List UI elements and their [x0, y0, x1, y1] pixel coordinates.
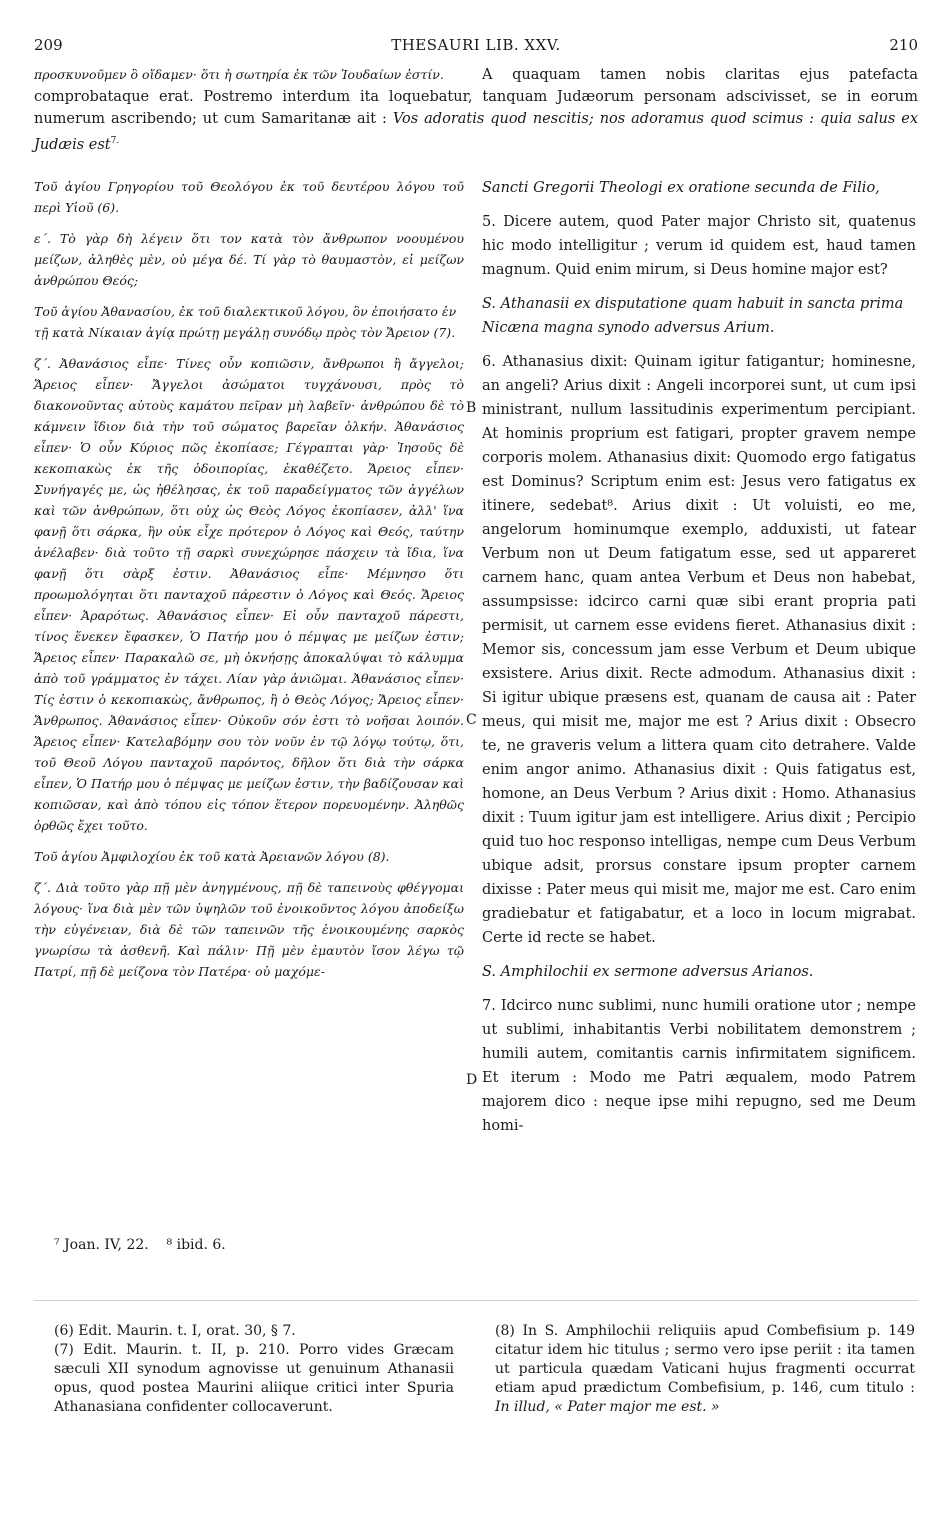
latin-heading-gregory: Sancti Gregorii Theologi ex oratione secunda de Filio,	[482, 180, 880, 196]
intro-latin-text: A quaquam tamen nobis claritas ejus patefacta comprobataque erat. Postremo interdum ita loquebatur, tanquam Judæorum personam adscivisset, se in eorum numerum ascribendo; ut cum Samaritanæ ait :	[34, 67, 918, 127]
latin-paragraph-5: 5. Dicere autem, quod Pater major Christo sit, quatenus hic modo intelligitur ; verum id quidem est, haud tamen magnum. Quid enim mirum, si Deus homine major est?	[482, 214, 916, 278]
greek-heading-amphilochius: Τοῦ ἁγίου Ἀμφιλοχίου ἐκ τοῦ κατὰ Ἀρειανῶν λόγου (8).	[34, 849, 390, 864]
note-6: (6) Edit. Maurin. t. I, orat. 30, § 7.	[54, 1323, 296, 1339]
editorial-notes-left	[54, 1322, 454, 1417]
margin-letter-d: D	[466, 1072, 478, 1088]
latin-paragraph-7: 7. Idcirco nunc sublimi, nunc humili oratione utor ; nempe ut sublimi, inhabitantis Verbi nobilitatem demonstrem ; humili autem, comitantis carnis infirmitatem significem. Et iterum : Modo me Patri æqualem, modo Patrem majorem dico : neque ipse mihi repugno, sed me Deum homi-	[482, 998, 916, 1134]
footnote-divider	[34, 1300, 918, 1301]
latin-column	[482, 176, 916, 1148]
footnote-ref-7: ⁷ Joan. IV, 22.	[54, 1237, 149, 1253]
left-page-number: 209	[34, 36, 63, 54]
latin-heading-amphilochius: S. Amphilochii ex sermone adversus Arianos.	[482, 964, 814, 980]
right-page-number: 210	[889, 36, 918, 54]
scripture-footnotes	[54, 1237, 226, 1253]
note-7: (7) Edit. Maurin. t. II, p. 210. Porro vides Græcam sæculi XII synodum agnovisse ut genuinum Athanasii opus, quod postea Maurini aliique critici inter Spuria Athanasiana confidenter collocaverunt.	[54, 1342, 454, 1415]
latin-heading-athanasius: S. Athanasii ex disputatione quam habuit in sancta prima Nicæna magna synodo adversus Arium.	[482, 296, 904, 336]
greek-paragraph-5: ε´. Τὸ γὰρ δὴ λέγειν ὅτι τον κατὰ τὸν ἄνθρωπον νοουμένου μείζων, ἀληθὲς μὲν, οὐ μέγα δέ. Τί γὰρ τὸ θαυμαστὸν, εἰ μείζων ἀνθρώπου Θεός;	[34, 231, 464, 288]
editorial-notes-right	[495, 1322, 915, 1417]
latin-paragraph-6: 6. Athanasius dixit: Quinam igitur fatigantur; hominesne, an angeli? Arius dixit : Angeli incorporei sunt, ut cum ipsi ministrant, nullum lassitudinis experimentum percipiant. At hominis proprium est fatigari, propter gravem nempe corporis molem. Athanasius dixit: Quomodo ergo fatigatus est Dominus? Scriptum enim est: Jesus vero fatigatus ex itinere, sedebat⁸. Arius dixit : Ut voluisti, eo me, angelorum hominumque exemplo, adduxisti, ut fatear Verbum non ut Deum fatigatum esse, sed ut appareret carnem hanc, quam antea Verbum et Deus non habebat, assumpsisse: idcirco carni quæ sibi erant propria pati permisit, ut carnem esse evidens fieret. Athanasius dixit : Memor sis, concessum jam esse Verbum et Deum ubique exsistere. Arius dixit. Recte admodum. Athanasius dixit : Si igitur ubique præsens est, quanam de causa ait : Pater meus, qui misit me, major me est ? Arius dixit : Obsecro te, ne graveris velum a littera quam cito detrahere. Valde enim angor animo. Athanasius dixit : Quis fatigatus est, homone, an Deus Verbum ? Arius dixit : Homo. Athanasius dixit : Tuum igitur jam est intelligere. Arius dixit ; Percipio quid tuo hoc responso intelligas, nempe cum Deus Verbum ubique adsit, prorsus constare ipsum propter carnem dixisse : Pater meus qui misit me, major me est. Caro enim gradiebatur et fatigabatur, et a loco in locum migrabat. Certe id recte se habet.	[482, 354, 916, 946]
note-8: (8) In S. Amphilochii reliquiis apud Combefisium p. 149 citatur idem hic titulus ; sermo vero ipse periit : ita tamen ut particula quædam Vaticani hujus fragmenti occurrat etiam apud prædictum Combefisium, p. 146, cum titulo :	[495, 1323, 915, 1396]
intro-latin-sup: 7.	[110, 136, 120, 146]
intro-latin	[34, 64, 918, 156]
margin-letter-b: B	[466, 400, 477, 416]
note-8-title: In illud, « Pater major me est. »	[495, 1399, 720, 1415]
page-header	[34, 36, 918, 56]
margin-letter-c: C	[466, 712, 477, 728]
greek-heading-athanasius: Τοῦ ἁγίου Ἀθανασίου, ἐκ τοῦ διαλεκτικοῦ λόγου, ὃν ἐποιήσατο ἐν τῇ κατὰ Νίκαιαν ἁγίᾳ πρώτῃ μεγάλῃ συνόδῳ πρὸς τὸν Ἄρειον (7).	[34, 304, 457, 340]
running-title: THESAURI LIB. XXV.	[391, 36, 561, 54]
greek-paragraph-7: ζ´. Διὰ τοῦτο γὰρ πῇ μὲν ἀνηγμένους, πῇ δὲ ταπεινοὺς φθέγγομαι λόγους· ἵνα διὰ μὲν τῶν ὑψηλῶν τοῦ ἐνοικοῦντος λόγου ἀποδείξω τὴν εὐγένειαν, διὰ δὲ τῶν ταπεινῶν τῆς ἐνοικουμένης σαρκὸς γνωρίσω τὰ ἀσθενῆ. Καὶ πάλιν· Πῇ μὲν ἐμαυτὸν ἴσον λέγω τῷ Πατρί, πῇ δὲ μείζονα τὸν Πατέρα· οὐ μαχόμε-	[34, 880, 464, 979]
greek-heading-gregory: Τοῦ ἁγίου Γρηγορίου τοῦ Θεολόγου ἐκ τοῦ δευτέρου λόγου τοῦ περὶ Υἱοῦ (6).	[34, 179, 464, 215]
footnote-ref-8: ⁸ ibid. 6.	[166, 1237, 226, 1253]
greek-paragraph-6: ζ´. Ἀθανάσιος εἶπε· Τίνες οὖν κοπιῶσιν, ἄνθρωποι ἢ ἄγγελοι; Ἄρειος εἶπεν· Ἄγγελοι ἀσώματοι τυγχάνουσι, πρὸς τὸ διακονοῦντας αὐτοὺς καμάτου πεῖραν μὴ λαβεῖν· ἀνθρώπου δὲ τὸ κάμνειν ἴδιον διὰ τὴν τοῦ σώματος βαρεῖαν ὁλκήν. Ἀθανάσιος εἶπεν· Ὁ οὖν Κύριος πῶς ἐκοπίασε; Γέγραπται γὰρ· Ἰησοῦς δὲ κεκοπιακὼς ἐκ τῆς ὁδοιπορίας, ἐκαθέζετο. Ἄρειος εἶπεν· Συνήγαγές με, ὡς ἠθέλησας, ἐκ τοῦ παραδείγματος τῶν ἀγγέλων καὶ τῶν ἀνθρώπων, ὅτι οὐχ ὡς Θεὸς Λόγος ἐκοπίασεν, ἀλλ' ἵνα φανῇ ὅτι σάρκα, ἣν οὐκ εἶχε πρότερον ὁ Λόγος καὶ Θεός, ταύτην ἀνέλαβεν· διὰ τοῦτο τῇ σαρκὶ συνεχώρησε πάσχειν τὰ ἴδια, ἵνα φανῇ ὅτι σὰρξ ἐστιν. Ἀθανάσιος εἶπε· Μέμνησο ὅτι προωμολόγηται ὅτι πανταχοῦ πάρεστιν ὁ Λόγος καὶ Θεός. Ἄρειος εἶπεν· Ἀραρότως. Ἀθανάσιος εἶπεν· Εἰ οὖν πανταχοῦ πάρεστι, τίνος ἕνεκεν ἔφασκεν, Ὁ Πατήρ μου ὁ πέμψας με μείζων ἐστιν; Ἄρειος εἶπεν· Παρακαλῶ σε, μὴ ὀκνήσῃς ἀποκαλύψαι τὸ κάλυμμα ἀπὸ τοῦ γράμματος ἐν τάχει. Λίαν γὰρ ἀνιῶμαι. Ἀθανάσιος εἶπεν· Τίς ἐστιν ὁ κεκοπιακὼς, ἄνθρωπος, ἢ ὁ Θεὸς Λόγος; Ἄρειος εἶπεν· Ἄνθρωπος. Ἀθανάσιος εἶπεν· Οὐκοῦν σόν ἐστι τὸ νοῆσαι λοιπόν. Ἄρειος εἶπεν· Κατελαβόμην σου τὸν νοῦν ἐν τῷ λόγῳ τούτῳ, ὅτι, τοῦ Θεοῦ Λόγου πανταχοῦ παρόντος, δῆλον ὅτι διὰ τὴν σάρκα εἶπεν, Ὁ Πατήρ μου ὁ πέμψας με μείζων ἐστιν, τὴν βαδίζουσαν καὶ κοπιῶσαν, καὶ ἀπὸ τόπου εἰς τόπον ἕτερον πορευομένην. Ἀληθῶς ὀρθῶς ἔχει τοῦτο.	[34, 356, 464, 833]
intro-latin-quote: Vos adoratis quod nescitis; nos adoramus quod scimus : quia salus ex Judæis est	[34, 111, 919, 153]
intro-greek: προσκυνοῦμεν ὃ οἴδαμεν· ὅτι ἡ σωτηρία ἐκ τῶν Ἰουδαίων ἐστίν.	[34, 67, 444, 82]
greek-column	[34, 176, 464, 992]
